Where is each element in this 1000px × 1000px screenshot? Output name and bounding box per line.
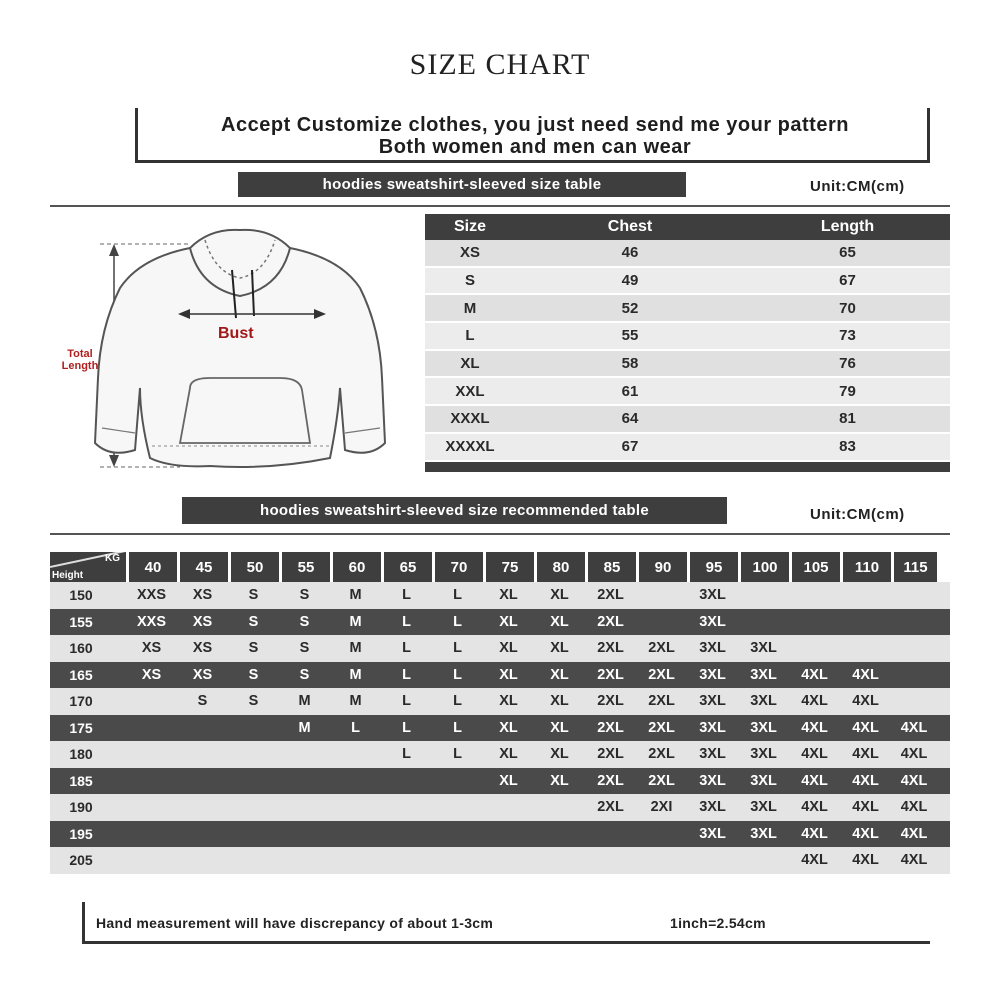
size-recommendation-cell: 4XL	[852, 693, 879, 710]
total-length-label	[50, 348, 110, 372]
size-recommendation-cell: 2XL	[597, 666, 624, 683]
kg-header: 60	[333, 552, 381, 582]
kg-header: 115	[894, 552, 937, 582]
kg-header: 105	[792, 552, 840, 582]
accept-line-2: Both women and men can wear	[378, 136, 692, 158]
size-table-head	[425, 214, 950, 240]
size-table-row	[425, 323, 950, 351]
height-cell: 180	[69, 746, 93, 763]
size-recommendation-cell: 2XL	[597, 746, 624, 763]
height-cell: 160	[69, 640, 93, 657]
size-recommendation-cell: 2XL	[648, 746, 675, 763]
size-recommendation-cell: XL	[499, 772, 518, 789]
size-cell: XL	[460, 355, 480, 373]
size-recommendation-cell: M	[349, 666, 362, 683]
bust-label: Bust	[218, 325, 254, 342]
height-cell: 185	[69, 772, 93, 789]
recommended-row	[50, 741, 950, 768]
size-recommendation-cell: S	[248, 666, 259, 683]
size-table-row	[425, 268, 950, 296]
kg-header: 40	[129, 552, 177, 582]
page-title: SIZE CHART	[409, 48, 591, 81]
size-recommendation-cell: S	[248, 693, 259, 710]
size-recommendation-cell: XL	[499, 693, 518, 710]
size-recommendation-cell: 4XL	[801, 693, 828, 710]
size-recommendation-cell: 3XL	[699, 746, 726, 763]
size-recommendation-cell: 4XL	[801, 719, 828, 736]
recommended-row	[50, 847, 950, 874]
size-recommendation-cell: S	[299, 640, 310, 657]
size-recommendation-cell: 3XL	[699, 666, 726, 683]
chest-cell: 64	[621, 410, 639, 428]
size-recommendation-cell: 3XL	[699, 799, 726, 816]
size-recommendation-cell: 3XL	[699, 719, 726, 736]
kg-header: 50	[231, 552, 279, 582]
size-recommendation-cell: M	[349, 613, 362, 630]
size-cell: XXL	[455, 382, 485, 400]
size-cell: XS	[459, 244, 480, 262]
size-cell: XXXXL	[445, 438, 495, 456]
size-recommendation-cell: 2XL	[597, 613, 624, 630]
corner-height-label: Height	[52, 570, 84, 581]
kg-header: 45	[180, 552, 228, 582]
size-recommendation-cell: 2XL	[597, 693, 624, 710]
chest-cell: 55	[621, 327, 639, 345]
size-recommendation-cell: S	[299, 613, 310, 630]
size-recommendation-cell: L	[402, 666, 411, 683]
recommended-row	[50, 715, 950, 742]
size-recommendation-cell: 2XL	[597, 587, 624, 604]
kg-header: 80	[537, 552, 585, 582]
length-cell: 70	[839, 299, 856, 317]
kg-header: 90	[639, 552, 687, 582]
size-recommendation-cell: S	[248, 640, 259, 657]
size-table-row	[425, 295, 950, 323]
size-recommendation-cell: L	[453, 613, 462, 630]
size-recommendation-cell: XL	[550, 613, 569, 630]
size-recommendation-cell: L	[402, 746, 411, 763]
size-recommendation-cell: 3XL	[750, 666, 777, 683]
size-recommendation-cell: XS	[141, 640, 162, 657]
size-recommendation-cell: 2XL	[597, 640, 624, 657]
col-length: Length	[820, 218, 875, 235]
size-recommendation-cell: 3XL	[699, 613, 726, 630]
size-table-unit: Unit:CM(cm)	[810, 178, 905, 195]
size-table-row	[425, 406, 950, 434]
size-recommendation-cell: 4XL	[852, 825, 879, 842]
kg-header: 95	[690, 552, 738, 582]
size-recommendation-cell: 3XL	[699, 640, 726, 657]
length-cell: 65	[839, 244, 856, 262]
recommended-table-head	[50, 552, 950, 582]
size-recommendation-cell: XL	[499, 666, 518, 683]
size-recommendation-cell: L	[453, 640, 462, 657]
size-recommendation-cell: 4XL	[900, 799, 928, 816]
size-cell: L	[465, 327, 475, 345]
size-table-row	[425, 351, 950, 379]
size-recommendation-cell: L	[453, 719, 462, 736]
size-recommendation-cell: 4XL	[801, 852, 828, 869]
size-table-row	[425, 378, 950, 406]
length-cell: 79	[839, 382, 856, 400]
kg-header: 65	[384, 552, 432, 582]
size-recommendation-cell: M	[298, 719, 311, 736]
size-recommendation-cell: 4XL	[900, 825, 928, 842]
size-cell: S	[464, 272, 475, 290]
recommended-row	[50, 609, 950, 636]
size-recommendation-cell: XXS	[136, 613, 166, 630]
size-table-header: hoodies sweatshirt-sleeved size table	[238, 172, 686, 197]
kg-header: 110	[843, 552, 891, 582]
size-recommendation-cell: 2XL	[648, 719, 675, 736]
size-recommendation-cell: S	[197, 693, 208, 710]
size-recommendation-cell: 2XI	[650, 799, 673, 816]
size-recommendation-cell: XL	[550, 587, 569, 604]
size-recommendation-cell: L	[402, 640, 411, 657]
size-recommendation-cell: 2XL	[648, 693, 675, 710]
kg-header: 70	[435, 552, 483, 582]
size-recommendation-cell: S	[248, 613, 259, 630]
accept-line-1: Accept Customize clothes, you just need send me your pattern	[221, 114, 849, 136]
recommended-row	[50, 821, 950, 848]
size-recommendation-cell: M	[349, 693, 362, 710]
size-recommendation-cell: 4XL	[801, 746, 828, 763]
height-cell: 170	[69, 693, 93, 710]
size-recommendation-cell: 3XL	[750, 746, 777, 763]
size-recommendation-cell: XS	[192, 587, 213, 604]
size-recommendation-cell: XL	[550, 693, 569, 710]
size-recommendation-cell: 3XL	[750, 640, 777, 657]
size-cell: M	[463, 299, 477, 317]
corner-kg-label: KG	[105, 553, 120, 564]
recommended-table	[50, 552, 950, 874]
size-recommendation-cell: L	[402, 613, 411, 630]
size-cell: XXXL	[450, 410, 490, 428]
size-recommendation-cell: L	[402, 587, 411, 604]
total-length-word-2: Length	[61, 360, 99, 372]
size-table-body	[425, 240, 950, 462]
size-recommendation-cell: M	[298, 693, 311, 710]
size-recommendation-cell: XXS	[136, 587, 166, 604]
size-recommendation-cell: L	[453, 693, 462, 710]
height-cell: 190	[69, 799, 93, 816]
size-recommendation-cell: L	[453, 587, 462, 604]
size-recommendation-cell: XL	[550, 640, 569, 657]
recommended-row	[50, 582, 950, 609]
chest-cell: 61	[621, 382, 639, 400]
size-recommendation-cell: XL	[499, 746, 518, 763]
size-recommendation-cell: 3XL	[750, 772, 777, 789]
size-recommendation-cell: 2XL	[648, 666, 675, 683]
size-recommendation-cell: 4XL	[900, 772, 928, 789]
kg-header: 75	[486, 552, 534, 582]
height-cell: 205	[69, 852, 93, 869]
size-recommendation-cell: 3XL	[699, 772, 726, 789]
length-cell: 73	[839, 327, 856, 345]
size-recommendation-cell: 4XL	[801, 799, 828, 816]
chest-cell: 49	[621, 272, 639, 290]
chest-cell: 46	[621, 244, 639, 262]
size-recommendation-cell: 4XL	[900, 719, 928, 736]
col-size: Size	[453, 218, 486, 235]
size-recommendation-cell: 3XL	[750, 719, 777, 736]
size-recommendation-cell: L	[402, 719, 411, 736]
height-cell: 155	[69, 613, 93, 630]
recommended-table-unit: Unit:CM(cm)	[810, 506, 905, 523]
table-corner	[50, 552, 126, 582]
length-cell: 83	[839, 438, 856, 456]
size-recommendation-cell: 4XL	[900, 852, 928, 869]
size-table	[425, 214, 950, 472]
size-recommendation-cell: 4XL	[852, 852, 879, 869]
size-recommendation-cell: 4XL	[900, 746, 928, 763]
size-recommendation-cell: XS	[192, 613, 213, 630]
height-cell: 195	[69, 825, 93, 842]
kg-header: 55	[282, 552, 330, 582]
recommended-row	[50, 635, 950, 662]
size-recommendation-cell: 2XL	[648, 772, 675, 789]
size-recommendation-cell: XS	[141, 666, 162, 683]
recommended-table-body	[50, 582, 950, 874]
size-table-row	[425, 240, 950, 268]
height-cell: 165	[69, 666, 93, 683]
size-recommendation-cell: 2XL	[648, 640, 675, 657]
size-recommendation-cell: XL	[550, 666, 569, 683]
size-recommendation-cell: L	[351, 719, 360, 736]
size-recommendation-cell: 2XL	[597, 719, 624, 736]
size-table-row	[425, 434, 950, 462]
size-recommendation-cell: XL	[550, 719, 569, 736]
size-recommendation-cell: XS	[192, 640, 213, 657]
recommended-row	[50, 794, 950, 821]
size-recommendation-cell: XS	[192, 666, 213, 683]
size-recommendation-cell: 3XL	[699, 693, 726, 710]
height-cell: 150	[69, 587, 93, 604]
size-recommendation-cell: XL	[550, 746, 569, 763]
recommended-row	[50, 662, 950, 689]
size-recommendation-cell: 4XL	[801, 825, 828, 842]
size-recommendation-cell: 2XL	[597, 799, 624, 816]
length-cell: 76	[839, 355, 856, 373]
size-recommendation-cell: 3XL	[750, 693, 777, 710]
size-recommendation-cell: 4XL	[852, 719, 879, 736]
size-recommendation-cell: 4XL	[852, 666, 879, 683]
kg-header: 100	[741, 552, 789, 582]
recommended-row	[50, 768, 950, 795]
size-recommendation-cell: XL	[550, 772, 569, 789]
col-chest: Chest	[607, 218, 653, 235]
size-recommendation-cell: XL	[499, 613, 518, 630]
size-recommendation-cell: 4XL	[801, 666, 828, 683]
size-recommendation-cell: 3XL	[699, 825, 726, 842]
recommended-row	[50, 688, 950, 715]
total-length-word-1: Total	[67, 348, 93, 360]
size-recommendation-cell: L	[453, 746, 462, 763]
size-recommendation-cell: XL	[499, 640, 518, 657]
chest-cell: 67	[621, 438, 639, 456]
size-recommendation-cell: 3XL	[750, 799, 777, 816]
chest-cell: 58	[621, 355, 639, 373]
size-recommendation-cell: 4XL	[852, 746, 879, 763]
length-cell: 81	[839, 410, 856, 428]
size-table-footer-bar	[425, 462, 950, 472]
length-cell: 67	[839, 272, 856, 290]
size-recommendation-cell: 3XL	[699, 587, 726, 604]
size-recommendation-cell: XL	[499, 719, 518, 736]
size-recommendation-cell: 2XL	[597, 772, 624, 789]
size-recommendation-cell: 4XL	[801, 772, 828, 789]
divider-middle	[50, 533, 950, 535]
footer-note: Hand measurement will have discrepancy of about 1-3cm	[96, 915, 494, 931]
size-recommendation-cell: S	[248, 587, 259, 604]
size-recommendation-cell: 4XL	[852, 799, 879, 816]
chest-cell: 52	[621, 299, 639, 317]
recommended-table-header: hoodies sweatshirt-sleeved size recommended table	[182, 497, 727, 524]
height-cell: 175	[69, 719, 93, 736]
kg-header: 85	[588, 552, 636, 582]
size-recommendation-cell: 4XL	[852, 772, 879, 789]
size-recommendation-cell: XL	[499, 587, 518, 604]
size-recommendation-cell: M	[349, 640, 362, 657]
footer-conversion: 1inch=2.54cm	[670, 915, 766, 931]
size-recommendation-cell: S	[299, 666, 310, 683]
size-recommendation-cell: L	[453, 666, 462, 683]
size-recommendation-cell: 3XL	[750, 825, 777, 842]
divider-top	[50, 205, 950, 207]
size-recommendation-cell: S	[299, 587, 310, 604]
size-recommendation-cell: L	[402, 693, 411, 710]
size-recommendation-cell: M	[349, 587, 362, 604]
